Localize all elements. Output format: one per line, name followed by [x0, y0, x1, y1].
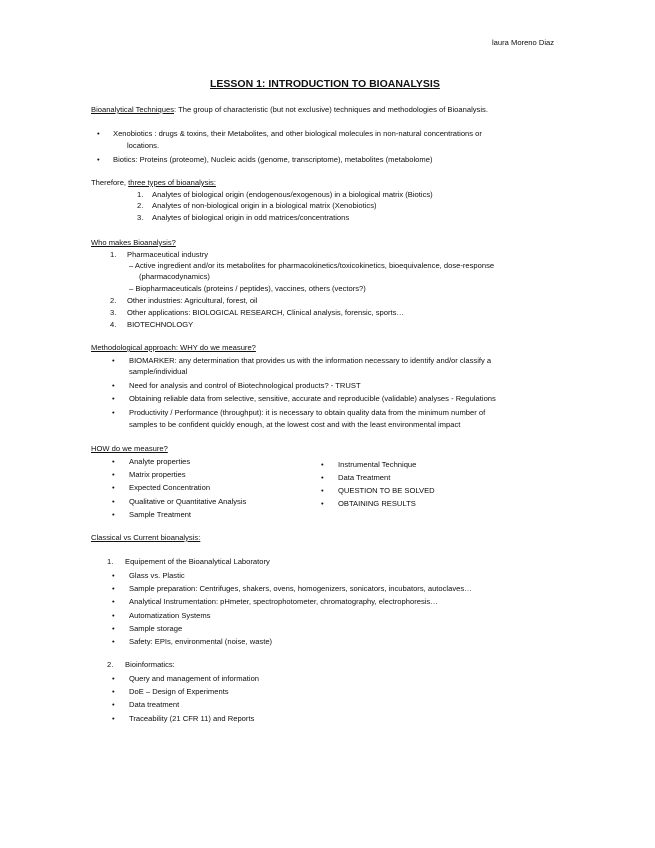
bullet-icon: • — [97, 129, 100, 138]
list-item: Sample storage — [129, 624, 183, 633]
list-item: DoE – Design of Experiments — [129, 687, 229, 696]
list-item: Data treatment — [129, 700, 180, 709]
bullet-icon: • — [112, 510, 115, 519]
bullet-icon: • — [112, 687, 115, 696]
bullet-icon: • — [112, 597, 115, 606]
bullet-icon: • — [112, 483, 115, 492]
bullet-icon: • — [112, 497, 115, 506]
bullet-icon: • — [112, 408, 115, 417]
number-label: 3. — [110, 308, 117, 317]
classical-heading: Classical vs Current bioanalysis: — [91, 533, 201, 542]
list-item: Analytes of non-biological origin in a biological matrix (Xenobiotics) — [152, 201, 377, 210]
list-item: OBTAINING RESULTS — [338, 499, 416, 508]
list-item: Glass vs. Plastic — [129, 571, 185, 580]
list-item: Analyte properties — [129, 457, 191, 466]
page-title: LESSON 1: INTRODUCTION TO BIOANALYSIS — [210, 78, 440, 90]
list-item-cont: sample/individual — [129, 367, 188, 376]
list-item: Sample Treatment — [129, 510, 192, 519]
list-item: Instrumental Technique — [338, 460, 417, 469]
list-item: Automatization Systems — [129, 611, 211, 620]
bullet-icon: • — [112, 624, 115, 633]
section-title: Bioinformatics: — [125, 660, 175, 669]
number-label: 2. — [110, 296, 117, 305]
bullet-icon: • — [321, 460, 324, 469]
definition-term: Bioanalytical Techniques — [91, 105, 175, 114]
list-item: Analytes of biological origin (endogenous/exogenous) in a biological matrix (Biotics) — [152, 190, 433, 199]
bullet-icon: • — [112, 611, 115, 620]
number-label: 4. — [110, 320, 117, 329]
list-item: BIOTECHNOLOGY — [127, 320, 194, 329]
types-heading-prefix: Therefore, — [91, 178, 129, 187]
list-item: QUESTION TO BE SOLVED — [338, 486, 435, 495]
list-item: Query and management of information — [129, 674, 260, 683]
section-title: Equipement of the Bioanalytical Laboratory — [125, 557, 270, 566]
list-item: Xenobiotics : drugs & toxins, their Metabolites, and other biological molecules in non-natural concentrations or — [113, 129, 482, 138]
list-item: Productivity / Performance (throughput): it is necessary to obtain quality data from the minimum number of — [129, 408, 486, 417]
how-heading: HOW do we measure? — [91, 444, 168, 453]
number-label: 1. — [137, 190, 144, 199]
bullet-icon: • — [112, 394, 115, 403]
bullet-icon: • — [112, 457, 115, 466]
list-item: Other applications: BIOLOGICAL RESEARCH, Clinical analysis, forensic, sports… — [127, 308, 404, 317]
list-item: Pharmaceutical industry — [127, 250, 209, 259]
list-item: Analytical Instrumentation: pHmeter, spectrophotometer, chromatography, electrophoresis… — [129, 597, 438, 606]
list-item-cont: samples to be confident quickly enough, at the lowest cost and with the least environmental impact — [129, 420, 461, 429]
number-label: 1. — [107, 557, 114, 566]
bullet-icon: • — [112, 674, 115, 683]
author-name: laura Moreno Diaz — [492, 38, 555, 47]
bullet-icon: • — [321, 499, 324, 508]
list-item: Need for analysis and control of Biotechnological products? - TRUST — [129, 381, 361, 390]
bullet-icon: • — [112, 571, 115, 580]
bullet-icon: • — [112, 356, 115, 365]
number-label: 2. — [137, 201, 144, 210]
definition-line — [91, 105, 488, 115]
bullet-icon: • — [321, 473, 324, 482]
list-item: Biotics: Proteins (proteome), Nucleic acids (genome, transcriptome), metabolites (metabolome) — [113, 155, 433, 164]
number-label: 3. — [137, 213, 144, 222]
bullet-icon: • — [112, 470, 115, 479]
bullet-icon: • — [112, 584, 115, 593]
list-item: Sample preparation: Centrifuges, shakers, ovens, homogenizers, sonicators, incubators, autoclaves… — [129, 584, 472, 593]
sub-item: – Biopharmaceuticals (proteins / peptides), vaccines, others (vectors?) — [129, 284, 366, 293]
bullet-icon: • — [97, 155, 100, 164]
sub-item: – Active ingredient and/or its metabolites for pharmacokinetics/toxicokinetics, bioequivalence, dose-response — [129, 261, 495, 270]
list-item: Traceability (21 CFR 11) and Reports — [129, 714, 255, 723]
list-item: Analytes of biological origin in odd matrices/concentrations — [152, 213, 350, 222]
list-item-cont: locations. — [127, 141, 160, 150]
types-heading-underlined: three types of bioanalysis: — [128, 178, 216, 187]
bullet-icon: • — [112, 700, 115, 709]
sub-item-cont: (pharmacodynamics) — [139, 272, 210, 281]
list-item: Qualitative or Quantitative Analysis — [129, 497, 247, 506]
number-label: 2. — [107, 660, 114, 669]
bullet-icon: • — [321, 486, 324, 495]
definition-text: : The group of characteristic (but not exclusive) techniques and methodologies of Bioanalysis. — [174, 105, 488, 114]
list-item: Expected Concentration — [129, 483, 211, 492]
who-heading: Who makes Bioanalysis? — [91, 238, 176, 247]
list-item: Other industries: Agricultural, forest, oil — [127, 296, 258, 305]
method-heading: Methodological approach: WHY do we measure? — [91, 343, 256, 352]
list-item: Obtaining reliable data from selective, sensitive, accurate and reproducible (validable) analyses - Regulations — [129, 394, 496, 403]
list-item: Data Treatment — [338, 473, 391, 482]
list-item: Safety: EPIs, environmental (noise, waste) — [129, 637, 273, 646]
bullet-icon: • — [112, 381, 115, 390]
list-item: Matrix properties — [129, 470, 186, 479]
types-heading — [91, 178, 216, 188]
number-label: 1. — [110, 250, 117, 259]
bullet-icon: • — [112, 714, 115, 723]
bullet-icon: • — [112, 637, 115, 646]
list-item: BIOMARKER: any determination that provides us with the information necessary to identify and/or classify a — [129, 356, 492, 365]
